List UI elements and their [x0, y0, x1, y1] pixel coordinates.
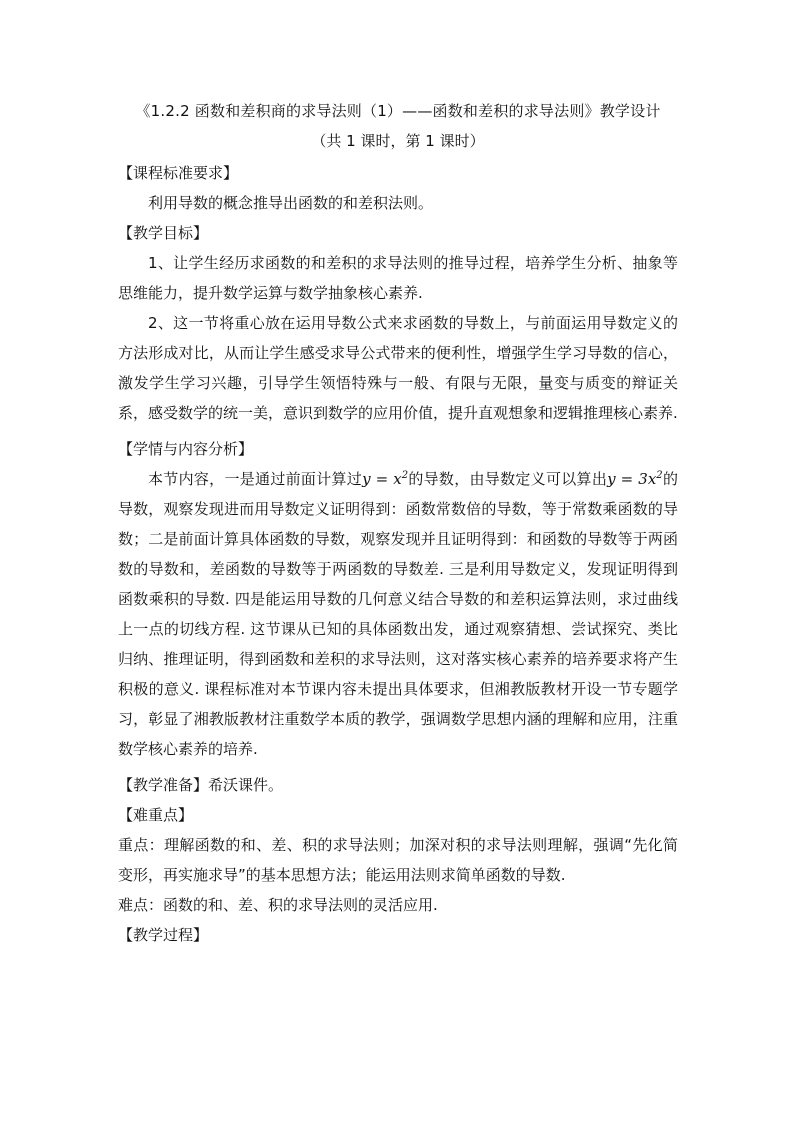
- equation-y-x-squared: $y = x^2$: [362, 470, 409, 488]
- keypoints-hard: 难点：函数的和、差、积的求导法则的灵活应用.: [118, 896, 438, 914]
- equation-y-3x-squared: $y = 3x^2$: [607, 470, 663, 488]
- analysis-paragraph: [118, 464, 678, 764]
- prep-text: 希沃课件。: [208, 776, 284, 794]
- heading-standards: 【课程标准要求】: [118, 164, 239, 182]
- document-subtitle: （共 1 课时，第 1 课时）: [311, 132, 485, 150]
- keypoints-key: 重点：理解函数的和、差、积的求导法则；加深对积的求导法则理解，强调“先化简变形，再实施求导”的基本思想方法；能运用法则求简单函数的导数.: [118, 836, 678, 884]
- document-page: [118, 96, 678, 950]
- goals-paragraph-1: 1、让学生经历求函数的和差积的求导法则的推导过程，培养学生分析、抽象等思维能力，提升数学运算与数学抽象核心素养.: [118, 254, 678, 302]
- heading-goals: 【教学目标】: [118, 224, 209, 242]
- analysis-text-part-1: 本节内容，一是通过前面计算过: [148, 470, 363, 488]
- standards-text: 利用导数的概念推导出函数的和差积法则。: [148, 194, 434, 212]
- document-title: 《1.2.2 函数和差积商的求导法则（1）——函数和差积的求导法则》教学设计: [135, 102, 661, 120]
- heading-prep: 【教学准备】希沃课件。: [118, 776, 284, 794]
- analysis-text-part-3: 的导数，观察发现进而用导数定义证明得到：函数常数倍的导数，等于常数乘函数的导数；二是前面计算具体函数的导数，观察发现并且证明得到：和函数的导数等于两函数的导数和，差函数的导数等于两函数的导数差. 三是利用导数定义，发现证明得到函数乘积的导数. 四是能运用导数的几何意义结合导数的和差积运算法则，求过曲线上一点的切线方程. 这节课从已知的具体函数出发，通过观察猜想、尝试探究、类比归纳、推理证明，得到函数和差积的求导法则，这对落实核心素养的培养要求将产生积极的意义. 课程标准对本节课内容未提出具体要求，但湘教版教材开设一节专题学习，彰显了湘教版教材注重数学本质的教学，强调数学思想内涵的理解和应用，注重数学核心素养的培养.: [118, 470, 678, 758]
- goals-paragraph-2: 2、这一节将重心放在运用导数公式来求函数的导数上，与前面运用导数定义的方法形成对比，从而让学生感受求导公式带来的便利性，增强学生学习导数的信心，激发学生学习兴趣，引导学生领悟特殊与一般、有限与无限，量变与质变的辩证关系，感受数学的统一美，意识到数学的应用价值，提升直观想象和逻辑推理核心素养.: [118, 314, 678, 422]
- heading-keypoints: 【难重点】: [118, 806, 194, 824]
- heading-analysis: 【学情与内容分析】: [118, 440, 254, 458]
- heading-process: 【教学过程】: [118, 926, 209, 944]
- analysis-text-part-2: 的导数，由导数定义可以算出: [408, 470, 608, 488]
